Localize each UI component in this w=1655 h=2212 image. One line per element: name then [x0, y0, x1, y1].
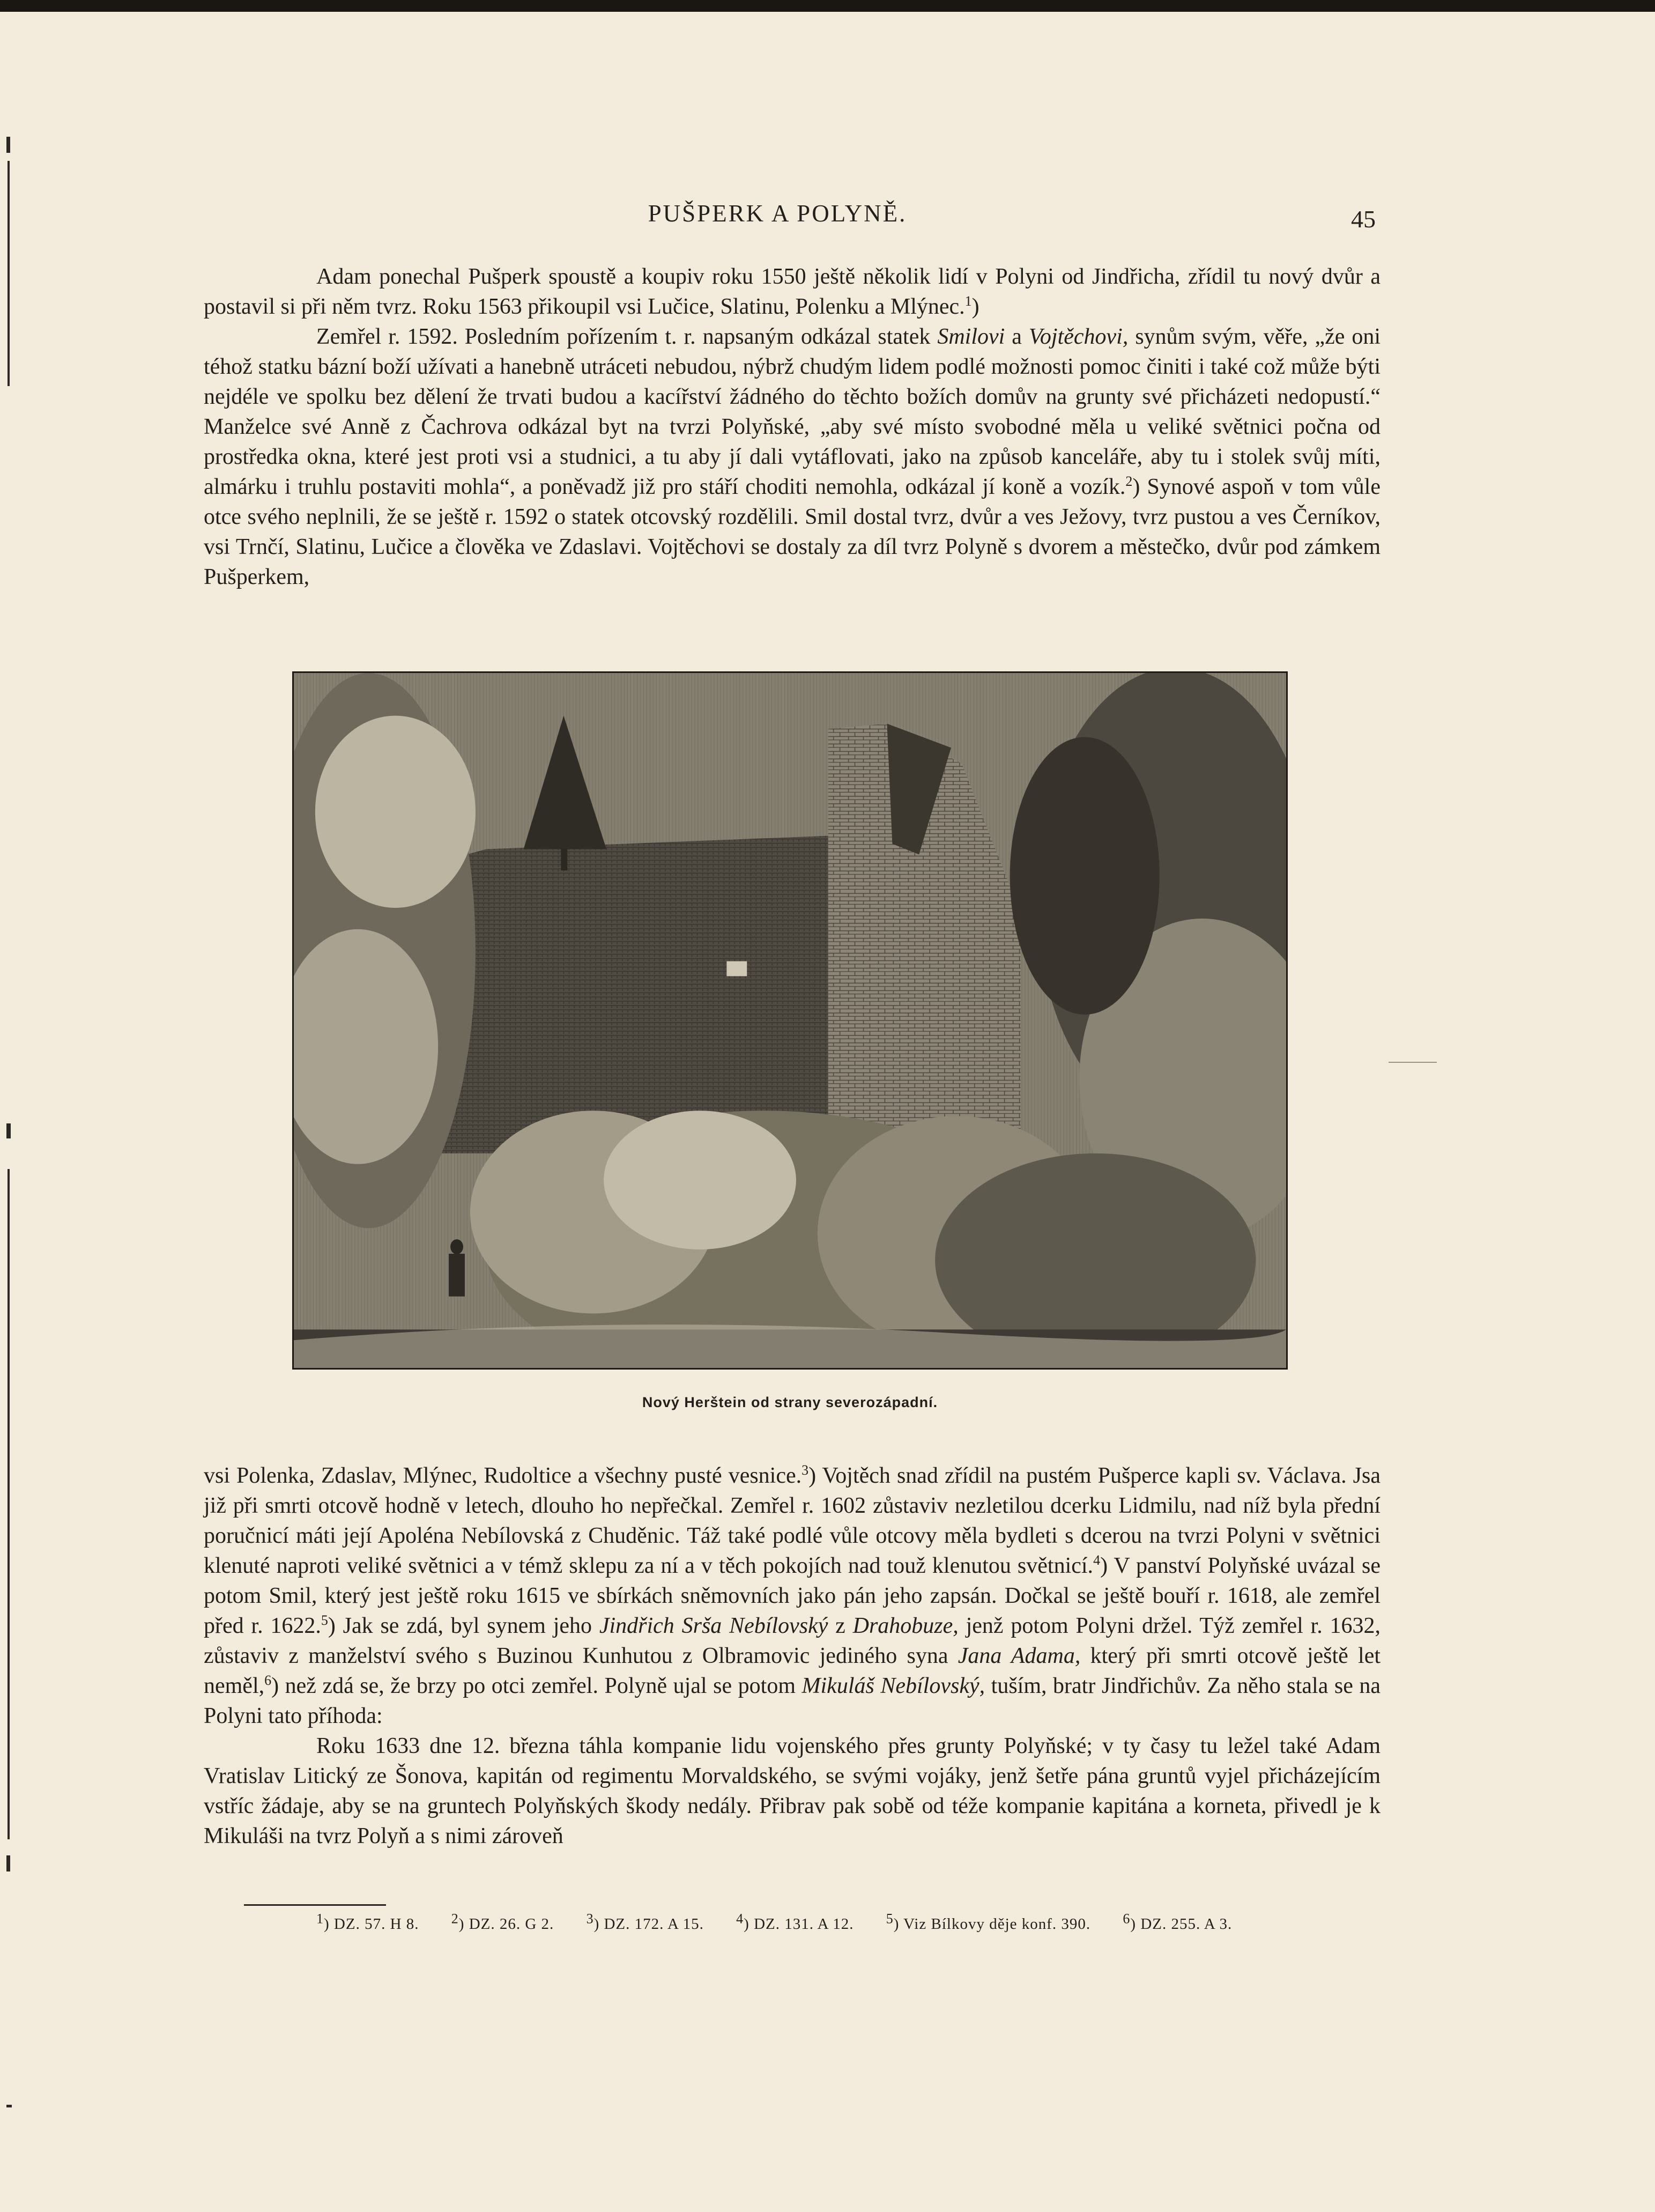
footnote: $^1$) DZ. 57. H 8. — [316, 1911, 419, 1933]
scan-border — [0, 0, 1655, 12]
body-text-bottom — [204, 1461, 1381, 1851]
paragraph: Zemřel r. 1592. Posledním pořízením t. r. napsaným odkázal statek Smilovi a Vojtěchovi, synům svým, věře, „že oni téhož statku bázní boží užívati a hanebně utráceti nebudou, nýbrž chudým lidem podlé možnosti pomoc činiti i také což může býti nejdéle ve spolku bez dělení že trvati budou a kacířství žádného do těchto božích domův na grunty své přicházeti nedopustí.“ Manželce své Anně z Čachrova odkázal byt na tvrzi Polyňské, „aby své místo svobodné měla u veliké světnici počna od prostředka okna, které jest proti vsi a studnici, a tu aby jí dali vytáflovati, jako na způsob kanceláře, aby tu i stolek svůj míti, almárku i truhlu postaviti mohla“, a poněvadž již pro stáří choditi nemohla, odkázal jí koně a vozík.$^2$) Synové aspoň v tom vůle otce svého neplnili, že se ještě r. 1592 o statek otcovský rozdělili. Smil dostal tvrz, dvůr a ves Ježovy, tvrz pustou a ves Černíkov, vsi Trnčí, Slatinu, Lučice a člověka ve Zdaslavi. Vojtěchovi se dostaly za díl tvrz Polyně s dvorem a městečko, dvůr pod zámkem Pušperkem, — [204, 324, 1381, 589]
footnote: $^5$) Viz Bílkovy děje konf. 390. — [886, 1911, 1091, 1933]
page-number: 45 — [1351, 205, 1376, 233]
footnotes — [316, 1911, 1389, 1933]
margin-mark — [1389, 1062, 1437, 1063]
binding-mark — [8, 1169, 10, 1839]
footnote-marker: 3 — [801, 1462, 809, 1478]
binding-mark — [6, 1123, 11, 1138]
paragraph: vsi Polenka, Zdaslav, Mlýnec, Rudoltice a všechny pusté vesnice.$^3$) Vojtěch snad zřídil na pustém Pušperce kapli sv. Václava. Jsa již při smrti otcově hodně v letech, dlouho ho nepřečkal. Zemřel r. 1602 zůstaviv nezletilou dcerku Lidmilu, nad níž byla přední poručnicí máti její Apoléna Nebílovská z Chuděnic. Táž také podlé vůle otcovy měla bydleti s dcerou na tvrzi Polyni v světnici klenuté naproti veliké světnici a v témž sklepu za ní a v těch pokojích nad touž klenutou světnicí.$^4$) V panství Polyňské uvázal se potom Smil, který jest ještě roku 1615 ve sbírkách sněmovních jako pán jeho zapsán. Dočkal se ještě bouří r. 1618, ale zemřel před r. 1622.$^5$) Jak se zdá, byl synem jeho Jindřich Srša Nebílovský z Drahobuze, jenž potom Polyni držel. Týž zemřel r. 1632, zůstaviv z manželství svého s Buzinou Kunhutou z Olbramovic jediného syna Jana Adama, který při smrti otcově ještě let neměl,$^6$) než zdá se, že brzy po otci zemřel. Polyně ujal se potom Mikuláš Nebílovský, tuším, bratr Jindřichův. Za něho stala se na Polyni tato příhoda: — [204, 1462, 1381, 1728]
castle-ruin-engraving — [294, 673, 1286, 1368]
footnote-marker: 4 — [1093, 1552, 1101, 1568]
footnote-marker: 5 — [321, 1612, 328, 1628]
binding-mark — [6, 137, 10, 153]
engraving-illustration — [292, 671, 1288, 1370]
paragraph: Adam ponechal Pušperk spoustě a koupiv roku 1550 ještě několik lidí v Polyni od Jindřicha, zřídil tu nový dvůr a postavil si při něm tvrz. Roku 1563 přikoupil vsi Lučice, Slatinu, Polenku a Mlýnec.$^1$) — [204, 264, 1381, 319]
body-text-top — [204, 262, 1381, 592]
footnote: $^2$) DZ. 26. G 2. — [451, 1911, 554, 1933]
binding-mark — [6, 1855, 10, 1871]
footnote-divider — [244, 1904, 386, 1906]
footnote: $^6$) DZ. 255. A 3. — [1123, 1911, 1233, 1933]
footnote-marker: 2 — [1125, 474, 1133, 489]
footnote: $^3$) DZ. 172. A 15. — [586, 1911, 704, 1933]
footnote: $^4$) DZ. 131. A 12. — [736, 1911, 854, 1933]
binding-mark — [6, 2105, 12, 2107]
binding-mark — [8, 161, 10, 386]
footnote-marker: 6 — [264, 1673, 272, 1688]
page-header-title: PUŠPERK A POLYNĚ. — [648, 200, 907, 227]
paragraph: Roku 1633 dne 12. března táhla kompanie lidu vojenského přes grunty Polyňské; v ty časy tu ležel také Adam Vratislav Litický ze Šonova, kapitán od regimentu Morvaldského, se svými vojáky, jenž šetře pána gruntů vyjel přicházejícím vstříc žádaje, aby se na gruntech Polyňských škody nedály. Přibrav pak sobě od téže kompanie kapitána a korneta, přivedl je k Mikuláši na tvrz Polyň a s nimi zároveň — [204, 1734, 1381, 1848]
footnote-marker: 1 — [964, 293, 972, 309]
figure-caption: Nový Herštein od strany severozápadní. — [642, 1394, 938, 1410]
